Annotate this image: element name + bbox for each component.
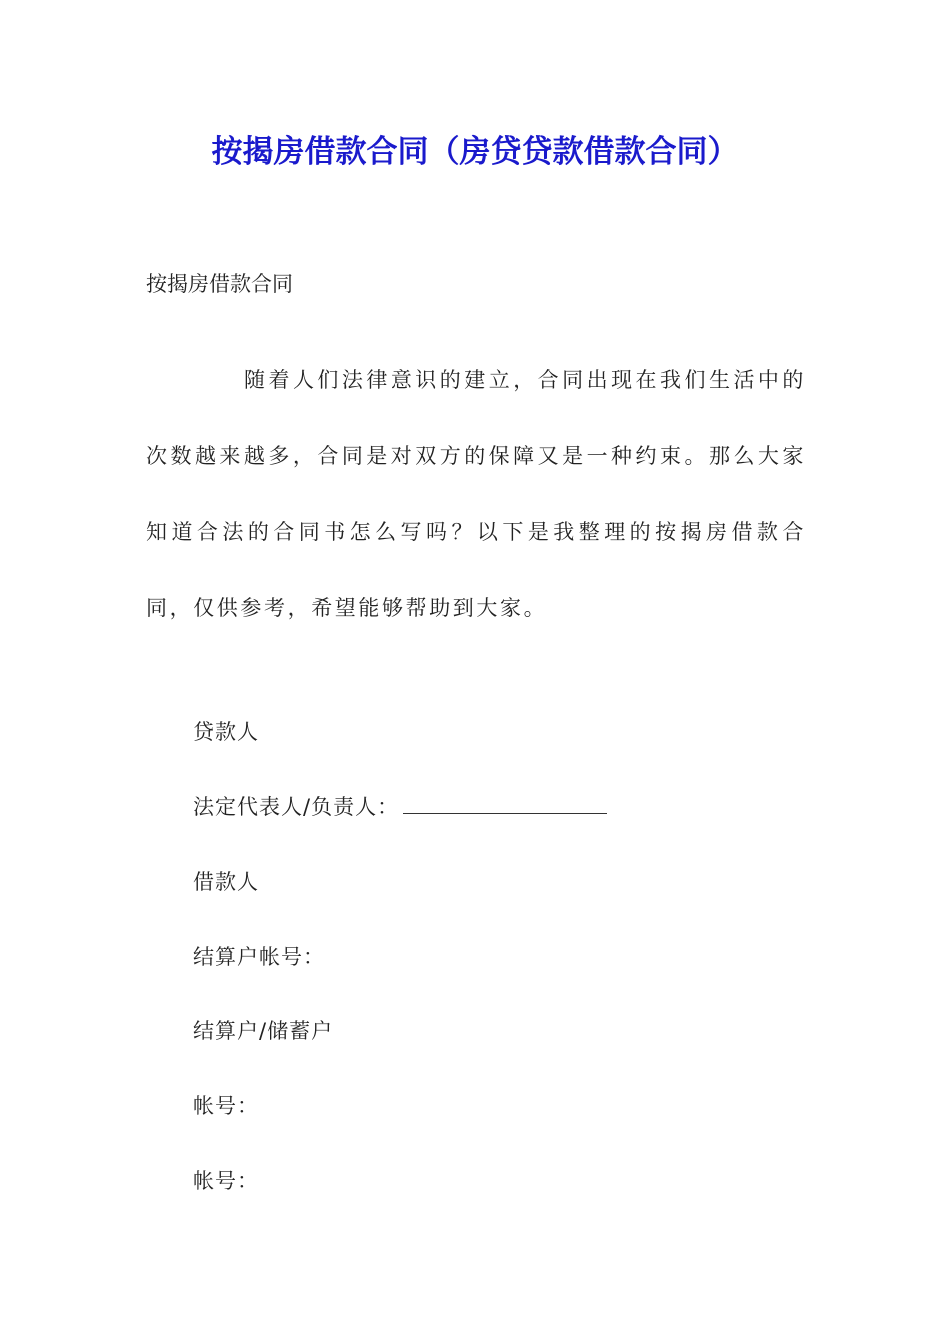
borrower-field [193, 866, 259, 898]
account-number-label-1: 帐号： [193, 1094, 259, 1118]
settlement-savings-field [193, 1015, 333, 1047]
legal-representative-field [193, 791, 607, 823]
settlement-account-field [193, 941, 325, 973]
intro-paragraph: 随着人们法律意识的建立，合同出现在我们生活中的次数越来越多，合同是对双方的保障又是一种约束。那么大家知道合法的合同书怎么写吗？以下是我整理的按揭房借款合同，仅供参考，希望能够帮助到大家。 [146, 368, 806, 620]
settlement-savings-label: 结算户/储蓄户 [193, 1019, 334, 1043]
lender-field [193, 716, 259, 748]
legal-representative-label: 法定代表人/负责人： [193, 795, 400, 819]
account-number-field-2 [193, 1165, 259, 1197]
settlement-account-label: 结算户帐号： [193, 945, 325, 969]
account-number-field-1 [193, 1090, 259, 1122]
legal-representative-blank [403, 795, 607, 814]
account-number-label-2: 帐号： [193, 1169, 259, 1193]
document-title: 按揭房借款合同（房贷贷款借款合同） [211, 134, 739, 170]
lender-label: 贷款人 [193, 720, 259, 744]
borrower-label: 借款人 [193, 870, 259, 894]
document-subtitle: 按揭房借款合同 [146, 272, 293, 296]
